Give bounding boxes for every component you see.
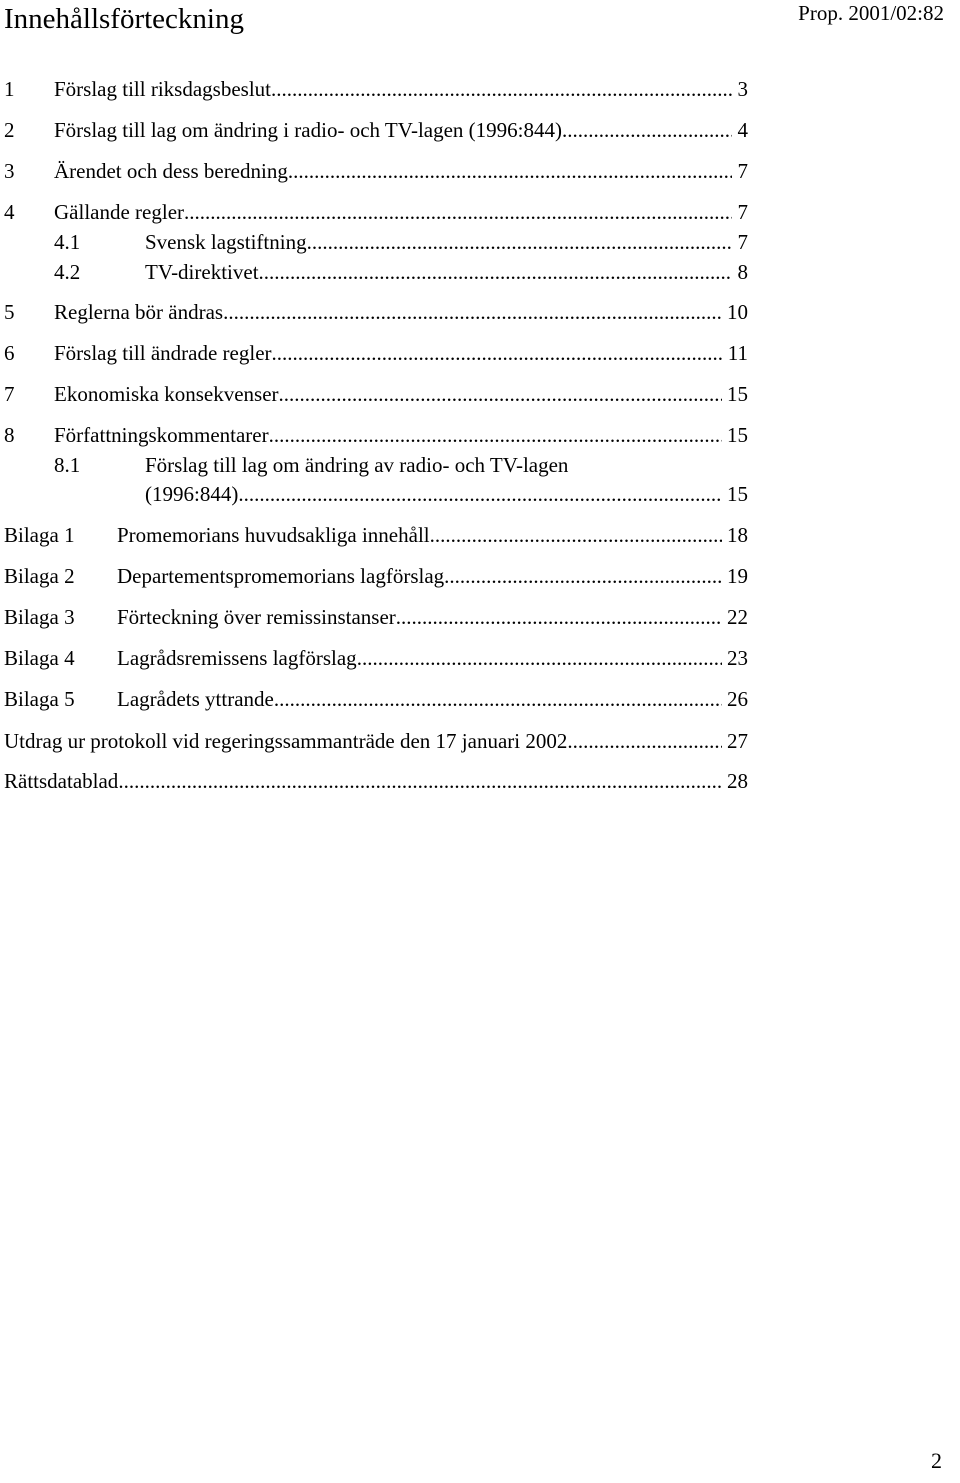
toc-entry-number: 4.2 bbox=[54, 260, 81, 284]
toc-entry-number: Bilaga 4 bbox=[4, 646, 75, 670]
toc-leader bbox=[259, 259, 733, 285]
toc-subentry-continued[interactable] bbox=[4, 481, 748, 507]
toc-leader bbox=[272, 340, 723, 366]
table-of-contents bbox=[4, 0, 748, 820]
toc-leader bbox=[238, 481, 721, 507]
toc-appendix-entry[interactable] bbox=[4, 645, 748, 671]
toc-entry-number: 5 bbox=[4, 300, 15, 324]
toc-entry-page: 15 bbox=[727, 482, 748, 506]
toc-entry-label: Svensk lagstiftning bbox=[145, 230, 307, 254]
toc-entry-page: 15 bbox=[727, 423, 748, 447]
toc-entry-page: 10 bbox=[727, 300, 748, 324]
toc-entry[interactable] bbox=[4, 728, 748, 754]
toc-leader bbox=[430, 522, 722, 548]
toc-entry-number: 7 bbox=[4, 382, 15, 406]
toc-entry-label: Departementspromemorians lagförslag bbox=[117, 564, 445, 588]
toc-entry-number: 3 bbox=[4, 159, 15, 183]
toc-entry-page: 11 bbox=[727, 341, 748, 365]
toc-entry-label: (1996:844) bbox=[145, 482, 239, 506]
toc-entry-page: 28 bbox=[727, 769, 748, 793]
toc-entry-page: 27 bbox=[727, 729, 748, 753]
toc-entry[interactable] bbox=[4, 199, 748, 225]
toc-entry-page: 3 bbox=[737, 77, 748, 101]
toc-subentry[interactable] bbox=[4, 259, 748, 285]
toc-entry-label: Ärendet och dess beredning bbox=[54, 159, 288, 183]
toc-entry-label: TV-direktivet bbox=[145, 260, 259, 284]
page-number: 2 bbox=[931, 1448, 942, 1473]
toc-appendix-entry[interactable] bbox=[4, 686, 748, 712]
toc-leader bbox=[396, 604, 722, 630]
toc-entry-label: Förslag till ändrade regler bbox=[54, 341, 272, 365]
toc-entry-label: Gällande regler bbox=[54, 200, 185, 224]
toc-entry-label: Lagrådets yttrande bbox=[117, 687, 274, 711]
toc-leader bbox=[184, 199, 732, 225]
toc-appendix-entry[interactable] bbox=[4, 522, 748, 548]
toc-entry[interactable] bbox=[4, 299, 748, 325]
toc-entry-page: 7 bbox=[737, 230, 748, 254]
toc-appendix-entry[interactable] bbox=[4, 604, 748, 630]
toc-leader bbox=[271, 76, 732, 102]
toc-entry-page: 19 bbox=[727, 564, 748, 588]
toc-entry-page: 4 bbox=[737, 118, 748, 142]
toc-entry-label: Förslag till lag om ändring i radio- och TV-lagen (1996:844) bbox=[54, 118, 562, 142]
toc-entry-number: 1 bbox=[4, 77, 15, 101]
toc-entry-number: 2 bbox=[4, 118, 15, 142]
toc-entry-label: Författningskommentarer bbox=[54, 423, 269, 447]
toc-entry[interactable] bbox=[4, 381, 748, 407]
toc-entry-number: Bilaga 2 bbox=[4, 564, 75, 588]
toc-leader bbox=[274, 686, 722, 712]
toc-entry-label: Utdrag ur protokoll vid regeringssammanträde den 17 januari 2002 bbox=[4, 729, 568, 753]
toc-entry[interactable] bbox=[4, 422, 748, 448]
toc-entry-page: 15 bbox=[727, 382, 748, 406]
toc-leader bbox=[288, 158, 732, 184]
toc-leader bbox=[279, 381, 722, 407]
toc-leader bbox=[269, 422, 722, 448]
toc-entry-number: Bilaga 3 bbox=[4, 605, 75, 629]
document-reference: Prop. 2001/02:82 bbox=[798, 1, 944, 25]
toc-entry-number: Bilaga 1 bbox=[4, 523, 75, 547]
toc-leader bbox=[562, 117, 732, 143]
toc-entry[interactable] bbox=[4, 768, 748, 794]
toc-leader bbox=[567, 728, 721, 754]
toc-leader bbox=[118, 768, 721, 794]
toc-entry[interactable] bbox=[4, 76, 748, 102]
toc-entry-label: Förslag till riksdagsbeslut bbox=[54, 77, 271, 101]
toc-entry-page: 7 bbox=[737, 200, 748, 224]
toc-leader bbox=[307, 229, 733, 255]
toc-entry-label: Rättsdatablad bbox=[4, 769, 119, 793]
toc-entry-label-line1: Förslag till lag om ändring av radio- och TV-lagen bbox=[145, 453, 569, 477]
toc-entry-number: 4.1 bbox=[54, 230, 81, 254]
toc-entry-page: 23 bbox=[727, 646, 748, 670]
toc-entry-number: 8 bbox=[4, 423, 15, 447]
toc-entry-number: Bilaga 5 bbox=[4, 687, 75, 711]
toc-entry-page: 22 bbox=[727, 605, 748, 629]
toc-entry[interactable] bbox=[4, 158, 748, 184]
toc-entry-label: Lagrådsremissens lagförslag bbox=[117, 646, 357, 670]
toc-entry[interactable] bbox=[4, 117, 748, 143]
toc-entry-number: 8.1 bbox=[54, 453, 81, 477]
toc-entry-number: 4 bbox=[4, 200, 15, 224]
toc-entry-label: Reglerna bör ändras bbox=[54, 300, 224, 324]
toc-entry-page: 7 bbox=[737, 159, 748, 183]
toc-entry-label: Ekonomiska konsekvenser bbox=[54, 382, 279, 406]
toc-entry-page: 26 bbox=[727, 687, 748, 711]
toc-subentry[interactable] bbox=[4, 452, 748, 478]
toc-entry-label: Promemorians huvudsakliga innehåll bbox=[117, 523, 430, 547]
toc-entry[interactable] bbox=[4, 340, 748, 366]
toc-appendix-entry[interactable] bbox=[4, 563, 748, 589]
toc-entry-page: 8 bbox=[737, 260, 748, 284]
toc-subentry[interactable] bbox=[4, 229, 748, 255]
page-title: Innehållsförteckning bbox=[4, 3, 244, 35]
toc-leader bbox=[444, 563, 722, 589]
toc-leader bbox=[223, 299, 722, 325]
toc-entry-number: 6 bbox=[4, 341, 15, 365]
toc-leader bbox=[357, 645, 722, 671]
toc-entry-page: 18 bbox=[727, 523, 748, 547]
toc-entry-label: Förteckning över remissinstanser bbox=[117, 605, 396, 629]
